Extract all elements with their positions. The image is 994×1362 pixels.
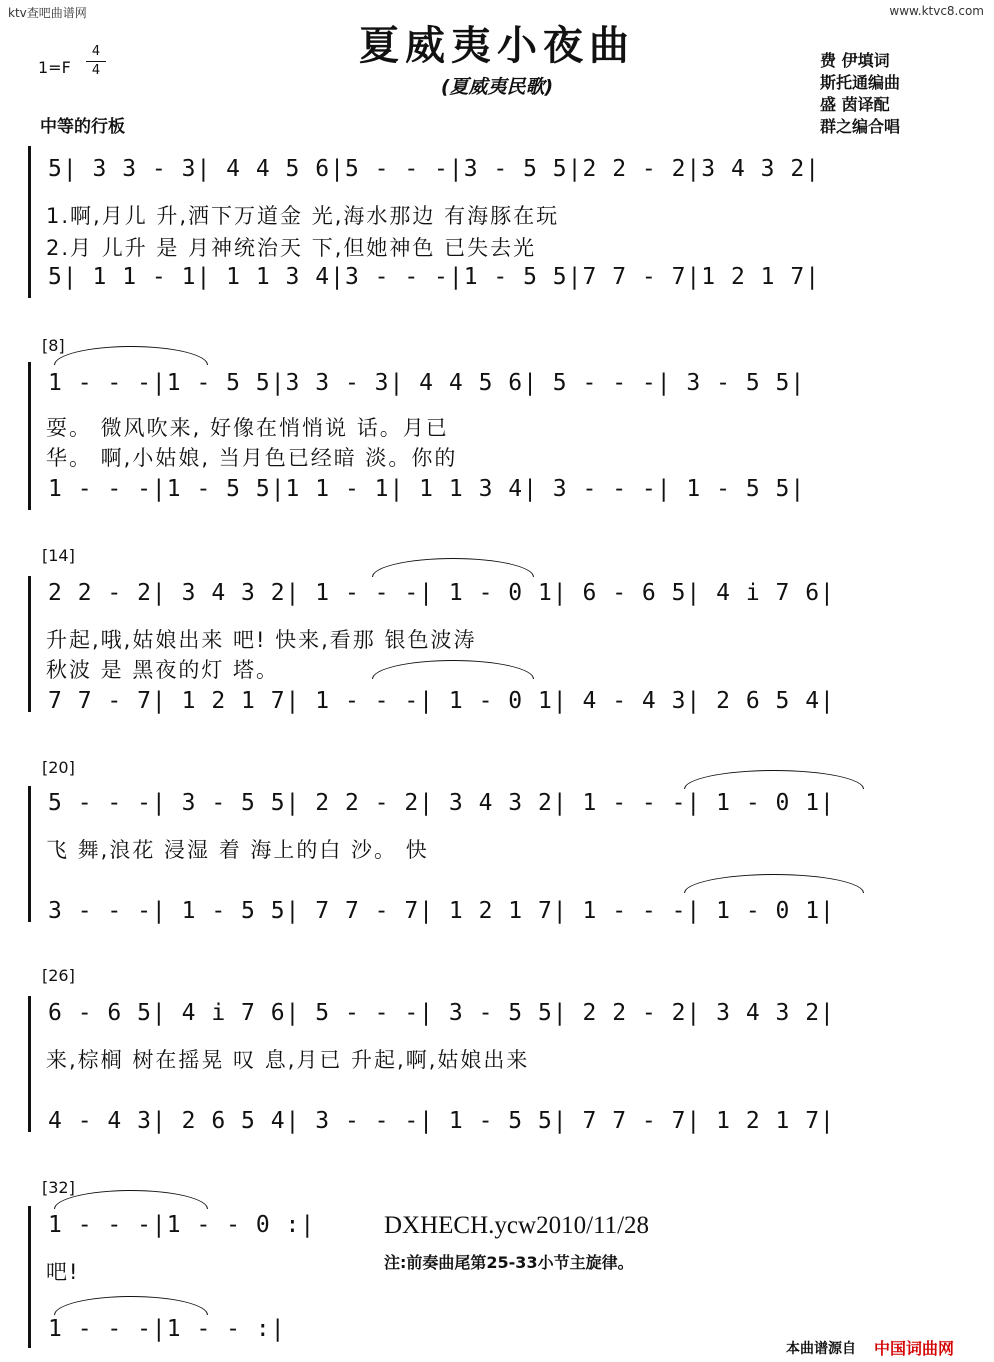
notes-top: 6 - 6 5| 4 i 7 6| 5 - - -| 3 - 5 5| 2 2 - 2| 3 4 3 2|	[48, 1000, 835, 1026]
system-brace	[28, 786, 31, 922]
system-brace	[28, 576, 31, 712]
time-signature	[86, 44, 106, 79]
song-subtitle: (夏威夷民歌)	[440, 76, 554, 98]
lyrics-verse-1: 飞 舞,浪花 浸湿 着 海上的白 沙。 快	[46, 838, 429, 862]
watermark-right: www.ktvc8.com	[889, 4, 984, 18]
time-sig-top: 4	[91, 44, 101, 59]
notes-top: 5| 3 3 - 3| 4 4 5 6|5 - - -|3 - 5 5|2 2 - 2|3 4 3 2|	[48, 156, 821, 182]
prelude-note: 注:前奏曲尾第25-33小节主旋律。	[384, 1253, 634, 1272]
transcriber-stamp: DXHECH.ycw2010/11/28	[384, 1212, 650, 1239]
key-signature: 1=F	[38, 58, 71, 77]
source-site-link[interactable]: 中国词曲网	[874, 1339, 955, 1358]
credit-lyricist: 费 伊填词	[820, 51, 890, 70]
measure-number: [32]	[42, 1178, 75, 1197]
credit-arranger: 斯托通编曲	[820, 73, 901, 92]
tie-arc	[54, 1190, 208, 1209]
notes-bottom: 3 - - -| 1 - 5 5| 7 7 - 7| 1 2 1 7| 1 - - -| 1 - 0 1|	[48, 898, 835, 924]
notes-bottom: 1 - - -|1 - - :|	[48, 1316, 286, 1342]
lyrics-verse-1: 耍。 微风吹来, 好像在悄悄说 话。月已	[46, 416, 449, 440]
lyrics-verse-1: 1.啊,月儿 升,洒下万道金 光,海水那边 有海豚在玩	[46, 204, 560, 228]
measure-number: [26]	[42, 966, 75, 985]
lyrics-verse-2: 华。 啊,小姑娘, 当月色已经暗 淡。你的	[46, 446, 458, 470]
song-title: 夏威夷小夜曲	[359, 23, 635, 69]
measure-number: [14]	[42, 546, 75, 565]
measure-number: [20]	[42, 758, 75, 777]
notes-top: 1 - - -|1 - 5 5|3 3 - 3| 4 4 5 6| 5 - - -| 3 - 5 5|	[48, 370, 806, 396]
system-brace	[28, 996, 31, 1132]
credit-translator: 盛 茵译配	[820, 95, 890, 114]
notes-top: 2 2 - 2| 3 4 3 2| 1 - - -| 1 - 0 1| 6 - 6 5| 4 i 7 6|	[48, 580, 835, 606]
notes-bottom: 1 - - -|1 - 5 5|1 1 - 1| 1 1 3 4| 3 - - -| 1 - 5 5|	[48, 476, 806, 502]
tie-arc	[372, 660, 534, 679]
lyrics-verse-1: 来,棕榈 树在摇晃 叹 息,月已 升起,啊,姑娘出来	[46, 1048, 530, 1072]
lyrics-verse-1: 吧!	[46, 1260, 80, 1284]
lyrics-verse-1: 升起,哦,姑娘出来 吧! 快来,看那 银色波涛	[46, 628, 477, 652]
notes-bottom: 5| 1 1 - 1| 1 1 3 4|3 - - -|1 - 5 5|7 7 - 7|1 2 1 7|	[48, 264, 821, 290]
measure-number: [8]	[42, 336, 65, 355]
notes-top: 5 - - -| 3 - 5 5| 2 2 - 2| 3 4 3 2| 1 - - -| 1 - 0 1|	[48, 790, 835, 816]
tie-arc	[54, 1296, 208, 1315]
source-label: 本曲谱源自	[786, 1341, 856, 1357]
tie-arc	[684, 874, 864, 893]
system-brace	[28, 1206, 31, 1348]
lyrics-verse-2: 秋波 是 黑夜的灯 塔。	[46, 658, 280, 682]
tie-arc	[372, 558, 534, 577]
notes-top: 1 - - -|1 - - 0 :|	[48, 1212, 316, 1238]
tie-arc	[684, 770, 864, 789]
watermark-left: ktv查吧曲谱网	[8, 6, 87, 20]
tempo-marking: 中等的行板	[40, 117, 125, 137]
credits	[820, 50, 900, 138]
system-brace	[28, 362, 31, 510]
time-sig-bottom: 4	[91, 63, 101, 78]
credit-chorus: 群之编合唱	[820, 117, 901, 136]
notes-bottom: 7 7 - 7| 1 2 1 7| 1 - - -| 1 - 0 1| 4 - 4 3| 2 6 5 4|	[48, 688, 835, 714]
lyrics-verse-2: 2.月 儿升 是 月神统治天 下,但她神色 已失去光	[46, 236, 537, 260]
tie-arc	[54, 346, 208, 365]
notes-bottom: 4 - 4 3| 2 6 5 4| 3 - - -| 1 - 5 5| 7 7 - 7| 1 2 1 7|	[48, 1108, 835, 1134]
system-brace	[28, 146, 31, 298]
